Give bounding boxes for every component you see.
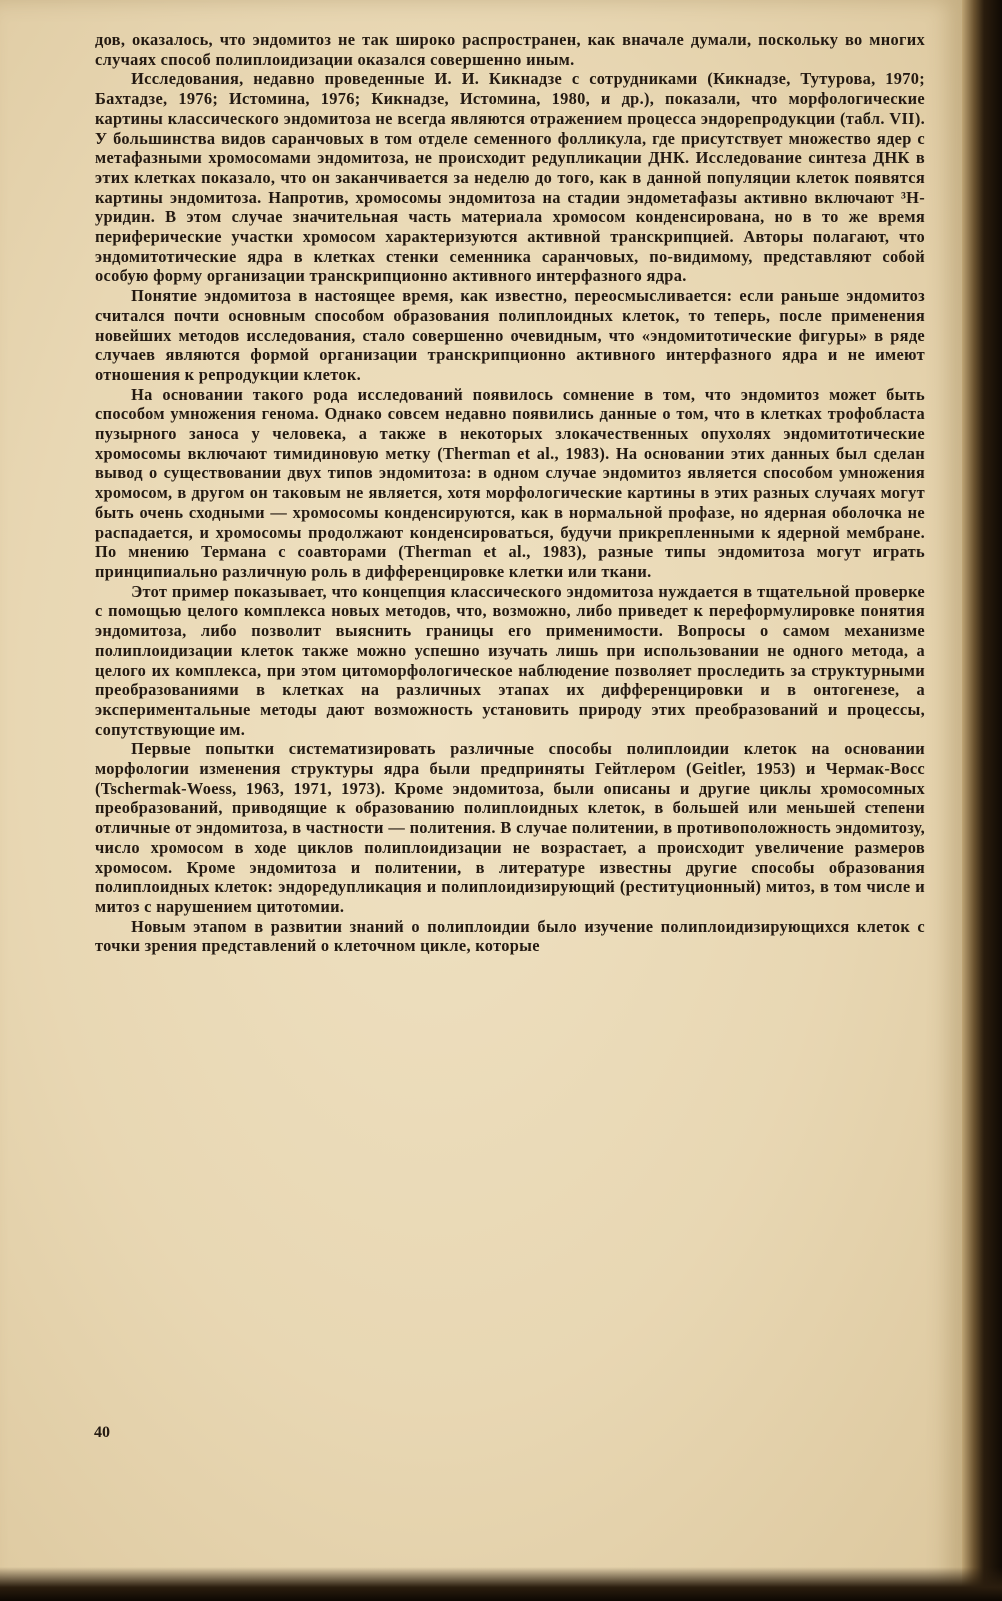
paragraph-6: Первые попытки систематизировать различные способы полиплоидии клеток на основании морфологии изменения структуры ядра были предприняты Гейтлером (Geitler, 1953) и Чермак-Восс (Tschermak-Woess, 1963, 1971, 1973). Кроме эндомитоза, были описаны и другие циклы хромосомных преобразований, приводящие к образованию полиплоидных клеток, в большей или меньшей степени отличные от эндомитоза, в частности — политения. В случае политении, в противоположность эндомитозу, число хромосом в ходе циклов полиплоидизации не возрастает, а происходит увеличение размеров хромосом. Кроме эндомитоза и политении, в литературе известны другие способы образования полиплоидных клеток: эндоредупликация и полиплоидизирующий (реституционный) митоз, в том числе и митоз с нарушением цитотомии. [95,739,925,916]
paragraph-2: Исследования, недавно проведенные И. И. Кикнадзе с сотрудниками (Кикнадзе, Тутурова, 1970; Бахтадзе, 1976; Истомина, 1976; Кикнадзе, Истомина, 1980, и др.), показали, что морфологические картины классического эндомитоза не всегда являются отражением процесса эндорепродукции (табл. VII). У большинства видов саранчовых в том отделе семенного фолликула, где присутствует множество ядер с метафазными хромосомами эндомитоза, не происходит редупликации ДНК. Исследование синтеза ДНК в этих клетках показало, что он заканчивается за неделю до того, как в данной популяции клеток появятся картины эндомитоза. Напротив, хромосомы эндомитоза на стадии эндометафазы активно включают ³H-уридин. В этом случае значительная часть материала хромосом конденсирована, но в то же время периферические участки хромосом характеризуются активной транскрипцией. Авторы полагают, что эндомитотические ядра в клетках стенки семенника саранчовых, по-видимому, представляют собой особую форму организации транскрипционно активного интерфазного ядра. [95,69,925,286]
page-bottom-edge [0,1567,1002,1601]
book-binding-shadow [962,0,1002,1601]
page-number: 40 [94,1424,110,1441]
paragraph-4: На основании такого рода исследований появилось сомнение в том, что эндомитоз может быть способом умножения генома. Однако совсем недавно появились данные о том, что в клетках трофобласта пузырного заноса у человека, а также в некоторых злокачественных опухолях эндомитотические хромосомы включают тимидиновую метку (Therman et al., 1983). На основании этих данных был сделан вывод о существовании двух типов эндомитоза: в одном случае эндомитоз является способом умножения хромосом, в другом он таковым не является, хотя морфологические картины в этих разных случаях могут быть очень сходными — хромосомы конденсируются, как в нормальной профазе, но ядерная оболочка не распадается, и хромосомы продолжают конденсироваться, будучи прикрепленными к ядерной мембране. По мнению Термана с соавторами (Therman et al., 1983), разные типы эндомитоза могут играть принципиально различную роль в дифференцировке клетки или ткани. [95,384,925,581]
page-body-text [95,30,925,956]
paragraph-5: Этот пример показывает, что концепция классического эндомитоза нуждается в тщательной проверке с помощью целого комплекса новых методов, что, возможно, либо приведет к переформулировке понятия эндомитоза, либо позволит выяснить границы его применимости. Вопросы о самом механизме полиплоидизации клеток также можно успешно изучать лишь при использовании не одного метода, а целого их комплекса, при этом цитоморфологическое наблюдение позволяет проследить за структурными преобразованиями в клетках на различных этапах их дифференцировки и в онтогенезе, а экспериментальные методы дают возможность установить природу этих преобразований и процессы, сопутствующие им. [95,581,925,739]
paragraph-7: Новым этапом в развитии знаний о полиплоидии было изучение полиплоидизирующихся клеток с точки зрения представлений о клеточном цикле, которые [95,916,925,956]
paragraph-3: Понятие эндомитоза в настоящее время, как известно, переосмысливается: если раньше эндомитоз считался почти основным способом образования полиплоидных клеток, то теперь, после применения новейших методов исследования, стало совершенно очевидным, что «эндомитотические фигуры» в ряде случаев являются формой организации транскрипционно активного интерфазного ядра и не имеют отношения к репродукции клеток. [95,286,925,384]
paragraph-1: дов, оказалось, что эндомитоз не так широко распространен, как вначале думали, поскольку во многих случаях способ полиплоидизации оказался совершенно иным. [95,30,925,69]
